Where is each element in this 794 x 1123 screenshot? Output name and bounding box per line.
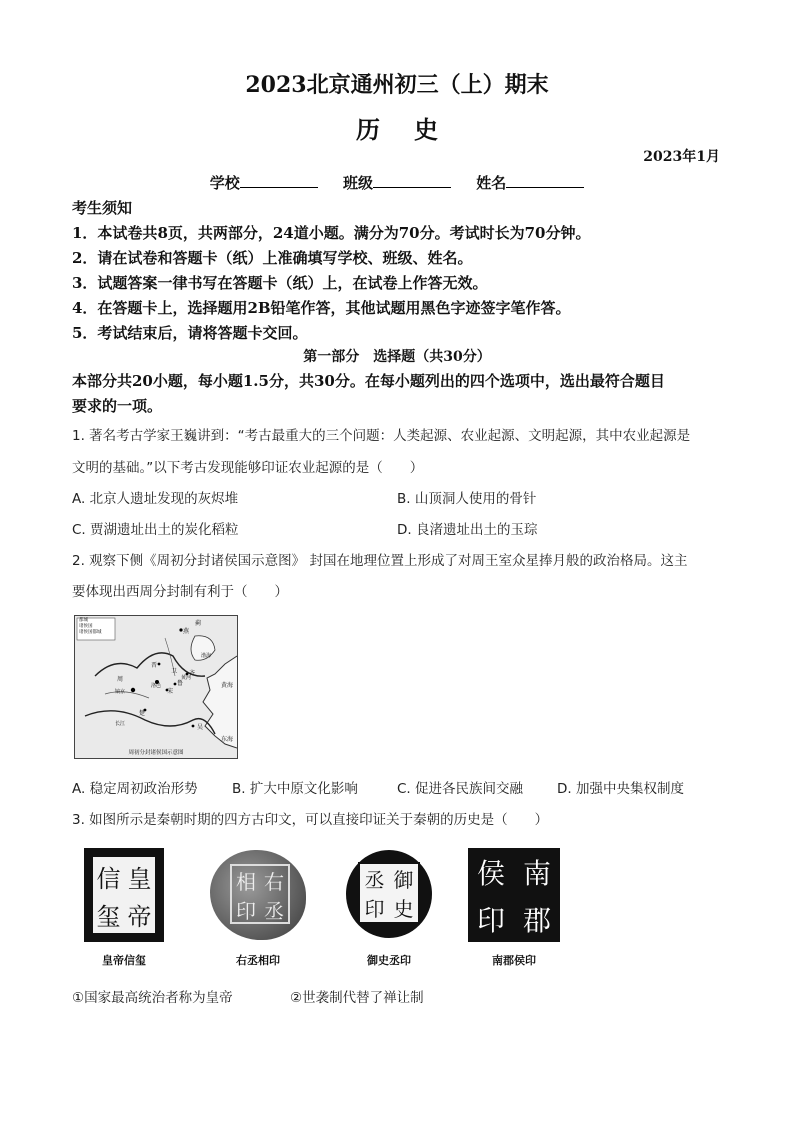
seal-caption: 御史丞印 bbox=[367, 954, 411, 967]
map-label: 黄海 bbox=[221, 682, 234, 689]
section-instruction: 要求的一项。 bbox=[72, 397, 163, 415]
option-c[interactable]: C. 贾湖遗址出土的炭化稻粒 bbox=[72, 522, 239, 538]
notice-item: 2．请在试卷和答题卡（纸）上准确填写学校、班级、姓名。 bbox=[72, 249, 473, 267]
exam-date: 2023年1月 bbox=[643, 149, 720, 165]
map-label: 周 bbox=[117, 676, 124, 683]
map-label: 洛邑 bbox=[151, 683, 162, 689]
seal-image bbox=[468, 848, 560, 944]
map-label: 楚 bbox=[139, 710, 146, 717]
question-1-text: 1. 著名考古学家王巍讲到：“考古最重大的三个问题：人类起源、农业起源、文明起源，其中农业起源是 bbox=[72, 428, 691, 444]
map-label: 长江 bbox=[115, 721, 126, 727]
map-caption: 周初分封诸侯国示意图 bbox=[128, 750, 184, 756]
question-1-text: 文明的基础。”以下考古发现能够印证农业起源的是（ ） bbox=[72, 460, 424, 476]
seal-glyph: 信 bbox=[96, 864, 121, 893]
seal-glyph: 皇 bbox=[127, 864, 152, 893]
seal-glyph: 郡 bbox=[522, 903, 551, 937]
seal-glyph: 丞 bbox=[364, 868, 385, 892]
option-b[interactable]: B. 山顶洞人使用的骨针 bbox=[397, 491, 537, 507]
map-label: 齐 bbox=[189, 670, 196, 677]
seal-glyph: 印 bbox=[236, 899, 256, 923]
map-label: 卫 bbox=[171, 668, 178, 675]
map-label: 吴 bbox=[197, 724, 204, 731]
map-label: 宋 bbox=[167, 688, 174, 695]
name-field[interactable] bbox=[476, 172, 584, 193]
seal-glyph: 玺 bbox=[96, 902, 121, 931]
statement-item: ②世袭制代替了禅让制 bbox=[290, 990, 424, 1006]
option-d[interactable]: D. 良渚遗址出土的玉琮 bbox=[397, 522, 538, 538]
section-heading: 第一部分 选择题（共30分） bbox=[303, 349, 491, 365]
seal-caption: 南郡侯印 bbox=[492, 954, 536, 967]
map-label: 晋 bbox=[151, 662, 158, 669]
seal-glyph: 帝 bbox=[127, 902, 152, 931]
seal-glyph: 丞 bbox=[264, 899, 284, 923]
notice-item: 5．考试结束后，请将答题卡交回。 bbox=[72, 324, 308, 342]
seal-image bbox=[346, 848, 432, 940]
notice-item: 1．本试卷共8页，共两部分，24道小题。满分为70分。考试时长为70分钟。 bbox=[72, 224, 591, 242]
seal-glyph: 侯 bbox=[476, 856, 505, 890]
subject-title: 历史 bbox=[356, 115, 472, 144]
option-d[interactable]: D. 加强中央集权制度 bbox=[557, 781, 684, 797]
exam-title: 2023北京通州初三（上）期末 bbox=[245, 72, 549, 98]
class-label: 班级 bbox=[342, 174, 373, 192]
seal-glyph: 南 bbox=[522, 856, 551, 890]
seal-glyph: 印 bbox=[364, 897, 385, 921]
map-legend-item: 都城 bbox=[79, 618, 88, 623]
name-label: 姓名 bbox=[476, 174, 507, 192]
seal-glyph: 史 bbox=[393, 897, 414, 921]
option-c[interactable]: C. 促进各民族间交融 bbox=[397, 781, 524, 797]
seal-image bbox=[84, 848, 164, 944]
option-b[interactable]: B. 扩大中原文化影响 bbox=[232, 781, 358, 797]
notice-item: 4．在答题卡上，选择题用2B铅笔作答，其他试题用黑色字迹签字笔作答。 bbox=[72, 299, 571, 317]
notice-heading: 考生须知 bbox=[72, 199, 133, 217]
map-legend-item: 诸侯国都城 bbox=[79, 630, 102, 635]
question-2-text: 要体现出西周分封制有利于（ ） bbox=[72, 584, 288, 600]
question-3-text: 3. 如图所示是秦朝时期的四方古印文，可以直接印证关于秦朝的历史是（ ） bbox=[72, 812, 549, 828]
option-a[interactable]: A. 北京人遗址发现的灰烬堆 bbox=[72, 491, 239, 507]
seal-glyph: 右 bbox=[264, 870, 284, 894]
school-label: 学校 bbox=[209, 174, 240, 192]
student-info-line bbox=[0, 172, 794, 193]
statement-item: ①国家最高统治者称为皇帝 bbox=[72, 990, 233, 1006]
map-label: 燕 bbox=[183, 628, 190, 635]
section-instruction: 本部分共20小题，每小题1.5分，共30分。在每小题列出的四个选项中，选出最符合题目 bbox=[72, 372, 665, 390]
zhou-fief-map bbox=[74, 615, 238, 759]
map-legend-item: 诸侯国 bbox=[79, 624, 93, 629]
school-field[interactable] bbox=[210, 172, 318, 193]
seal-caption: 右丞相印 bbox=[236, 954, 280, 967]
seal-glyph: 御 bbox=[393, 868, 414, 892]
map-label: 鲁 bbox=[177, 680, 184, 687]
seal-caption: 皇帝信玺 bbox=[102, 954, 146, 967]
option-a[interactable]: A. 稳定周初政治形势 bbox=[72, 781, 198, 797]
seal-glyph: 印 bbox=[476, 903, 505, 937]
map-label: 镐京 bbox=[115, 689, 126, 695]
seal-image bbox=[210, 848, 306, 944]
map-label: 东海 bbox=[221, 736, 234, 743]
question-2-text: 2. 观察下侧《周初分封诸侯国示意图》 封国在地理位置上形成了对周王室众星捧月般的政治格局。这主 bbox=[72, 553, 688, 569]
map-label: 渤海 bbox=[201, 653, 212, 659]
class-field[interactable] bbox=[343, 172, 451, 193]
map-label: 蓟 bbox=[195, 620, 202, 627]
seal-glyph: 相 bbox=[236, 870, 256, 894]
map-label: 黄河 bbox=[181, 675, 192, 681]
notice-item: 3．试题答案一律书写在答题卡（纸）上，在试卷上作答无效。 bbox=[72, 274, 488, 292]
